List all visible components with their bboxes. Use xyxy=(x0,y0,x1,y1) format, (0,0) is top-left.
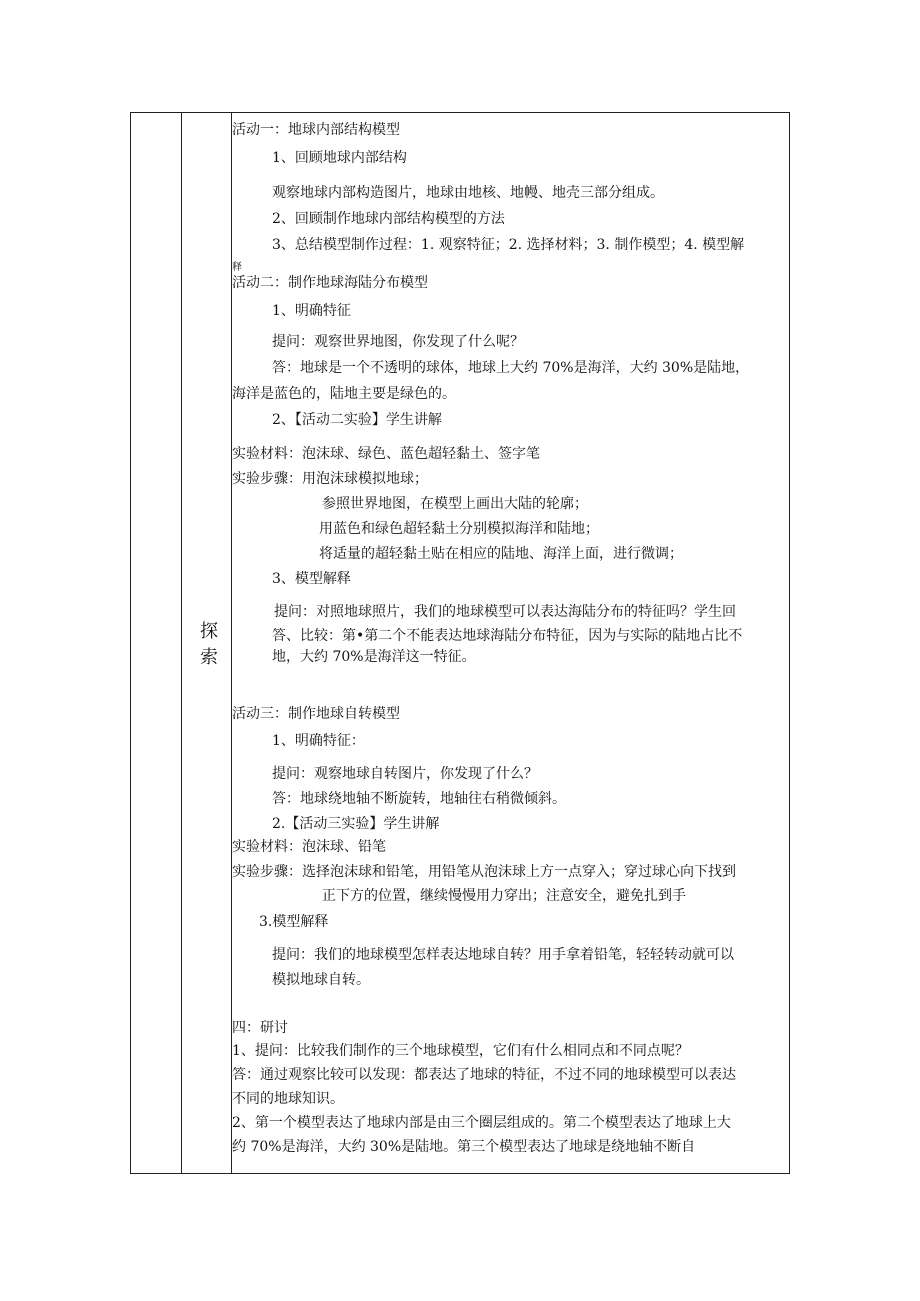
text-line: 模拟地球自转。 xyxy=(272,972,370,988)
text-line: 1、明确特征： xyxy=(272,733,365,749)
text-line: 答：通过观察比较可以发现：都表达了地球的特征，不过不同的地球模型可以表达 xyxy=(232,1067,736,1083)
text-line: 实验步骤：选择泡沫球和铅笔，用铅笔从泡沫球上方一点穿入；穿过球心向下找到 xyxy=(232,864,736,880)
text-line: 3.模型解释 xyxy=(259,914,329,930)
text-line: 约 70%是海洋，大约 30%是陆地。第三个模型表达了地球是绕地轴不断自 xyxy=(232,1139,696,1155)
text-line: 地，大约 70%是海洋这一特征。 xyxy=(272,649,476,665)
text-line: 实验材料：泡沫球、绿色、蓝色超轻黏土、签字笔 xyxy=(232,446,540,462)
text-line: 2、第一个模型表达了地球内部是由三个圈层组成的。第二个模型表达了地球上大 xyxy=(232,1115,731,1131)
content-cell xyxy=(232,113,789,1173)
text-line: 观察地球内部构造图片，地球由地核、地幔、地壳三部分组成。 xyxy=(272,185,664,201)
section-label: 探 索 xyxy=(200,621,218,668)
text-line: 释 xyxy=(232,262,242,273)
activity-heading: 活动二：制作地球海陆分布模型 xyxy=(232,275,428,291)
text-line: 答、比较：第•第二个不能表达地球海陆分布特征，因为与实际的陆地占比不 xyxy=(272,628,743,644)
text-line: 用蓝色和绿色超轻黏土分别模拟海洋和陆地； xyxy=(319,521,599,537)
text-line: 提问：观察世界地图，你发现了什么呢？ xyxy=(272,334,524,350)
text-line: 1、提问：比较我们制作的三个地球模型，它们有什么相同点和不同点呢？ xyxy=(232,1043,689,1059)
section-heading: 四：研讨 xyxy=(232,1020,288,1036)
text-line: 实验材料：泡沫球、铅笔 xyxy=(232,839,386,855)
text-line: 答：地球是一个不透明的球体，地球上大约 70%是海洋，大约 30%是陆地， xyxy=(272,360,750,376)
text-line: 实验步骤：用泡沫球模拟地球； xyxy=(232,471,428,487)
text-line: 海洋是蓝色的，陆地主要是绿色的。 xyxy=(232,386,456,402)
text-line: 提问：我们的地球模型怎样表达地球自转？用手拿着铅笔，轻轻转动就可以 xyxy=(272,947,734,963)
activity-heading: 活动一：地球内部结构模型 xyxy=(232,122,400,138)
text-line: 1、明确特征 xyxy=(272,303,351,319)
text-line: 2.【活动三实验】学生讲解 xyxy=(272,816,440,832)
text-line: 答：地球绕地轴不断旋转，地轴往右稍微倾斜。 xyxy=(272,791,566,807)
text-line: 参照世界地图，在模型上画出大陆的轮廓； xyxy=(322,496,588,512)
text-line: 3、总结模型制作过程：1. 观察特征；2. 选择材料；3. 制作模型；4. 模型解 xyxy=(272,237,745,253)
text-line: 将适量的超轻黏土贴在相应的陆地、海洋上面，进行微调； xyxy=(319,546,683,562)
lesson-table xyxy=(130,112,790,1174)
activity-heading: 活动三：制作地球自转模型 xyxy=(232,706,400,722)
text-line: 1、回顾地球内部结构 xyxy=(272,150,407,166)
text-line: 提问：观察地球自转图片，你发现了什么？ xyxy=(272,766,538,782)
text-line: 正下方的位置，继续慢慢用力穿出；注意安全，避免扎到手 xyxy=(322,888,686,904)
column-divider xyxy=(181,113,182,1173)
text-line: 提问：对照地球照片，我们的地球模型可以表达海陆分布的特征吗？学生回 xyxy=(274,604,736,620)
text-line: 2、【活动二实验】学生讲解 xyxy=(272,412,442,428)
text-line: 2、回顾制作地球内部结构模型的方法 xyxy=(272,211,505,227)
text-line: 不同的地球知识。 xyxy=(232,1091,344,1107)
text-line: 3、模型解释 xyxy=(272,571,351,587)
